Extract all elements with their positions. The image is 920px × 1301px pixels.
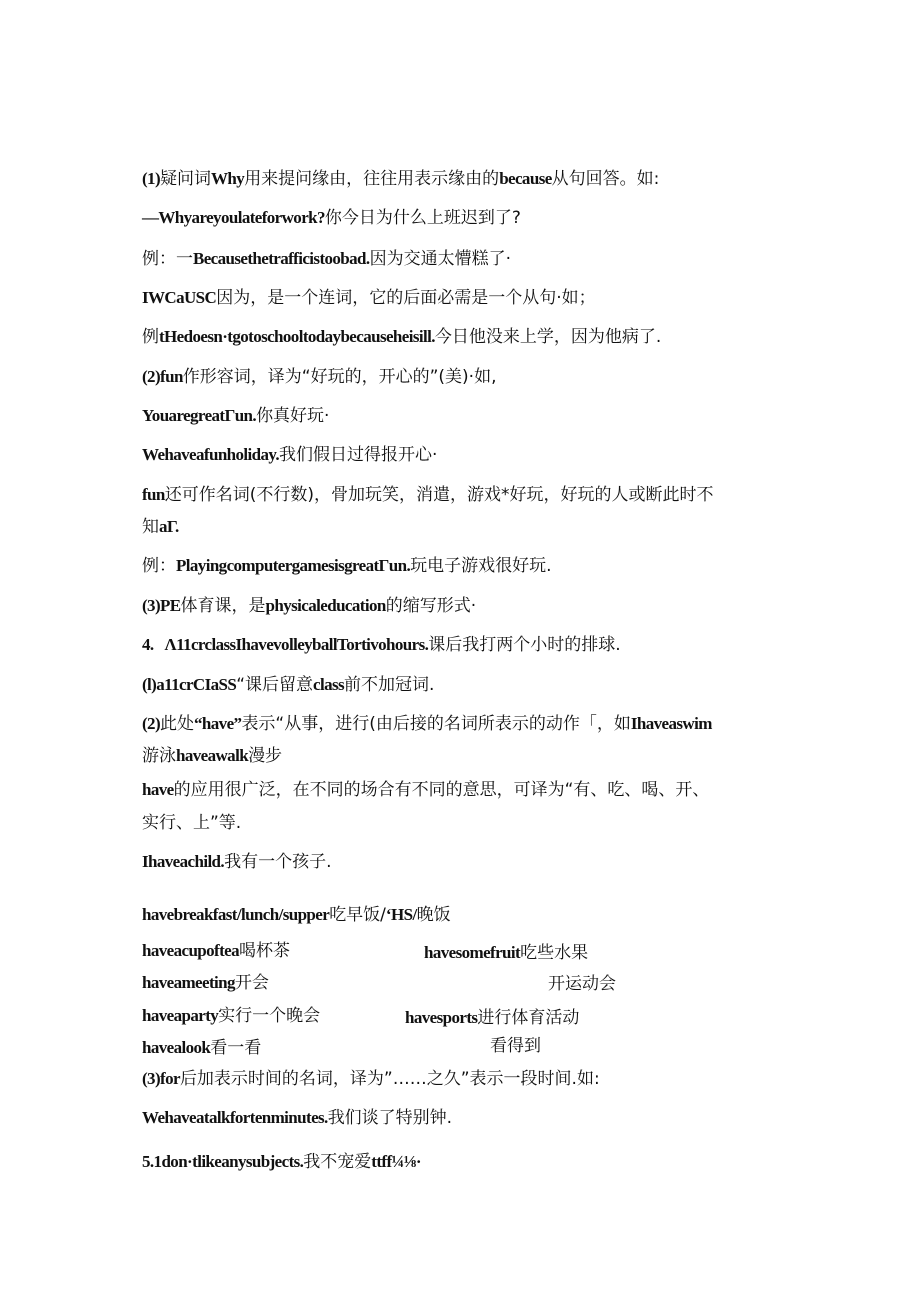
text-run: 晚饭 [416,905,451,925]
paragraph-line [142,812,241,834]
text-run: 知 [142,517,159,537]
text-run: ‘HS/ [385,905,417,924]
phrase-item [142,940,290,962]
paragraph-line [142,745,282,767]
text-run: 因为交通太懵糕了· [369,249,511,269]
text-run: 前不加冠词. [344,675,435,695]
text-run: Ihaveaswim [630,714,712,733]
text-run: 看一看 [210,1038,262,1058]
text-run: (3)PE [142,596,181,615]
text-run: 的应用很广泛，在不同的场合有不同的意思，可译为“有、吃、喝、开、 [173,780,710,800]
text-run: 表示“从事，进行(由后接的名词所表示的动作「，如 [241,714,631,734]
text-run: 你真好玩· [256,406,330,426]
phrase-item-clipped [548,974,616,996]
paragraph-line [142,405,329,427]
paragraph-line [142,168,659,190]
text-run: Why [211,169,245,188]
paragraph-line [142,1107,452,1129]
text-run: (1) [142,169,161,188]
text-run: 实行、上”等. [142,813,242,833]
text-run: tHedoesn·tgotoschooltodaybecauseheisill. [159,327,435,346]
text-run: 开会 [234,973,269,993]
text-run: 你今日为什么上班迟到了? [324,208,521,228]
text-run: 漫步 [248,746,283,766]
paragraph-line [142,516,179,538]
phrase-item [142,972,269,994]
text-run: 4. Λ11crclassIhavevolleyballTortivohours. [142,635,429,654]
text-run: fun [142,485,165,504]
text-run: havealook [142,1038,211,1057]
text-run: haveacupoftea [142,941,240,960]
paragraph-line [142,326,661,348]
text-run: 用来提问缘由，往往用表示缘由的 [244,169,500,189]
text-run: 看得到 [490,1036,541,1056]
paragraph-line [142,713,712,735]
text-run: YouaregreatΓun. [142,406,257,425]
text-run: 例 [142,327,159,347]
text-run: (l)a11crCIaSS [142,675,237,694]
text-run: Becausethetrafficistoobad. [193,249,370,268]
paragraph-line [142,674,434,696]
paragraph-line [142,444,437,466]
paragraph-line [142,484,714,506]
text-run: haveaparty [142,1006,219,1025]
text-run: 吃早饭/ [329,905,386,925]
text-run: (3)for [142,1069,180,1088]
text-run: 后加表示时间的名词，译为”……之久”表示一段时间.如: [179,1069,600,1089]
paragraph-line [142,207,521,229]
text-run: 此处 [160,714,195,734]
text-run: class [313,675,345,694]
phrase-item [142,1005,320,1027]
text-run: 课后我打两个小时的排球. [428,635,621,655]
text-run: haveawalk [176,746,249,765]
paragraph-line [142,366,496,388]
text-run: 疑问词 [160,169,212,189]
paragraph-line [142,595,476,617]
text-run: Wehaveafunholiday. [142,445,280,464]
text-run: IWCaUSC [142,288,217,307]
text-run: PlayingcomputergamesisgreatΓun. [176,556,411,575]
text-run: “课后留意 [236,675,314,695]
paragraph-line [142,248,511,270]
text-run: (2)fun [142,367,183,386]
paragraph-line [142,287,596,309]
text-run: 玩电子游戏很好玩. [410,556,552,576]
paragraph-line [142,634,621,656]
text-run: “have” [194,714,242,733]
text-run: 作形容词，译为“好玩的，开心的”(美)·如, [182,367,497,387]
text-run: aΓ. [159,517,179,536]
phrase-item [424,942,588,964]
text-run: 例： [142,556,176,576]
text-run: 今日他没来上学，因为他病了. [434,327,662,347]
text-run: 5.1don·tlikeanysubjects. [142,1152,304,1171]
text-run: 我们谈了特别钟. [327,1108,453,1128]
text-run: 开运动会 [548,974,616,994]
text-run: because [499,169,552,188]
paragraph-line [142,904,451,926]
paragraph-line [142,555,552,577]
text-run: ttff¼⅛· [371,1152,421,1171]
paragraph-line [142,851,331,873]
paragraph-line [142,1151,421,1173]
phrase-item [405,1007,579,1029]
text-run: haveameeting [142,973,235,992]
text-run: 从句回答。如: [551,169,660,189]
text-run: 我不宠爱 [303,1152,372,1172]
text-run: havebreakfast/lunch/supper [142,905,330,924]
text-run: 游泳 [142,746,176,766]
text-run: 体育课，是 [180,596,266,616]
text-run: 的缩写形式· [385,596,477,616]
text-run: 喝杯茶 [239,941,291,961]
text-run: have [142,780,174,799]
text-run: 吃些水果 [520,943,589,963]
text-run: Wehaveatalkfortenminutes. [142,1108,328,1127]
phrase-item [142,1037,261,1059]
text-run: 进行体育活动 [477,1008,580,1028]
text-run: 实行一个晚会 [218,1006,321,1026]
text-run: havesomefruit [424,943,521,962]
text-run: physicaleducation [265,596,386,615]
paragraph-line [142,1068,600,1090]
text-run: Ihaveachild. [142,852,225,871]
text-run: 我有一个孩子. [224,852,332,872]
text-run: 还可作名词(不行数)，骨加玩笑，消遣，游戏*好玩，好玩的人或断此时不 [164,485,714,505]
text-run: 因为，是一个连词，它的后面必需是一个从句·如； [216,288,596,308]
text-run: 例：一 [142,249,193,269]
text-run: (2) [142,714,161,733]
text-run: havesports [405,1008,478,1027]
paragraph-line [142,779,709,801]
phrase-item-clipped [490,1036,541,1057]
text-run: —Whyareyoulateforwork? [142,208,325,227]
text-run: 我们假日过得报开心· [279,445,438,465]
